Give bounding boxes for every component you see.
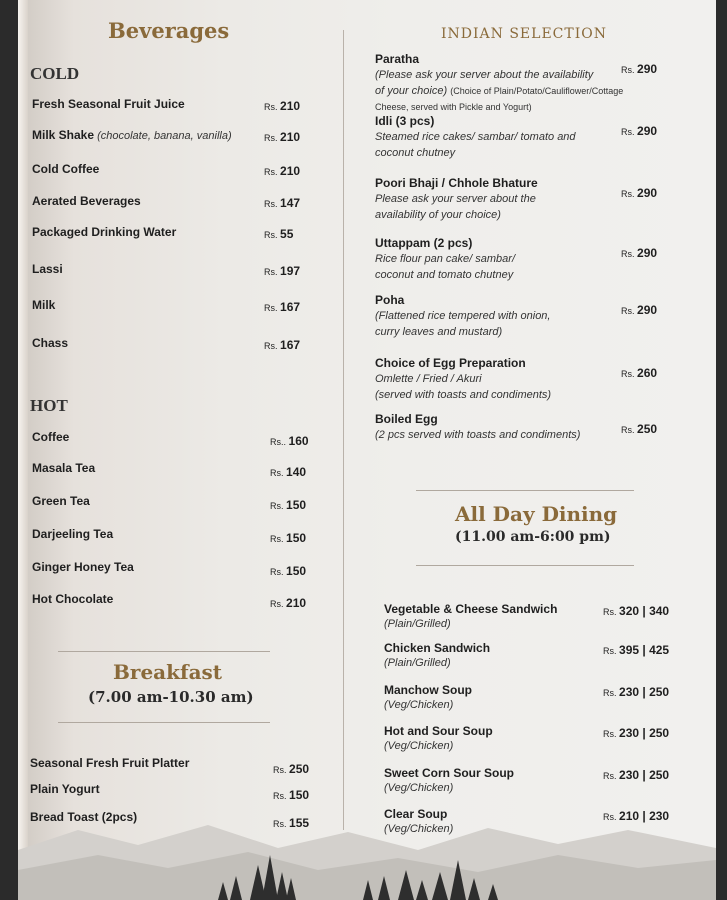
indian-item-small-note: (Choice of Plain/Potato/Cauliflower/Cottage	[450, 86, 624, 96]
item-name: Lassi	[32, 262, 63, 276]
item-name: Aerated Beverages	[32, 194, 141, 208]
item-name: Cold Coffee	[32, 162, 100, 176]
price-value: 150	[286, 564, 307, 578]
price-value: 230 | 250	[619, 768, 670, 782]
price-value: 260	[637, 366, 658, 380]
all-day-item-price	[603, 809, 669, 823]
price-value: 290	[637, 186, 658, 200]
item-name: Seasonal Fresh Fruit Platter	[30, 756, 190, 770]
cold-item-price	[264, 99, 300, 113]
all-day-item	[384, 602, 557, 616]
currency-label: Rs.	[270, 468, 287, 478]
cold-item-price	[264, 300, 300, 314]
price-value: 290	[637, 62, 658, 76]
currency-label: Rs.	[270, 567, 287, 577]
price-value: 197	[280, 264, 301, 278]
hot-item-price	[270, 465, 306, 479]
indian-item-description: Steamed rice cakes/ sambar/ tomato and	[375, 131, 576, 143]
item-name: Poha	[375, 293, 405, 307]
item-name: Paratha	[375, 52, 420, 66]
cold-section-title: COLD	[30, 64, 80, 83]
cold-item	[32, 194, 141, 208]
indian-selection-title: INDIAN SELECTION	[441, 26, 607, 42]
price-value: 250	[637, 422, 658, 436]
all-day-dining-hours: (11.00 am-6:00 pm)	[455, 529, 611, 545]
price-value: 210	[286, 596, 307, 610]
currency-label: Rs.	[621, 65, 638, 75]
indian-item-description: Please ask your server about the	[375, 193, 536, 205]
all-day-item-price	[603, 643, 669, 657]
item-name: Poori Bhaji / Chhole Bhature	[375, 176, 538, 190]
all-day-item-note: (Veg/Chicken)	[384, 823, 454, 835]
indian-item	[375, 236, 472, 250]
indian-item	[375, 293, 404, 307]
item-name: Hot and Sour Soup	[384, 724, 493, 738]
currency-label: Rs.	[621, 369, 638, 379]
price-value: 150	[286, 531, 307, 545]
indian-item-description: (Please ask your server about the availability	[375, 69, 594, 81]
allday-rule-top	[416, 490, 634, 491]
price-value: 55	[280, 227, 294, 241]
hot-item-price	[270, 531, 306, 545]
all-day-item-note: (Plain/Grilled)	[384, 657, 451, 669]
hot-item-price	[270, 596, 306, 610]
breakfast-rule-top	[58, 651, 270, 652]
item-name: Manchow Soup	[384, 683, 472, 697]
allday-rule-bottom	[416, 565, 634, 566]
currency-label: Rs.	[621, 189, 638, 199]
item-name: Darjeeling Tea	[32, 527, 114, 541]
item-name: Fresh Seasonal Fruit Juice	[32, 97, 185, 111]
all-day-item-note: (Veg/Chicken)	[384, 782, 454, 794]
indian-item-price	[621, 62, 657, 76]
currency-label: Rs.	[264, 303, 281, 313]
currency-label: Rs.	[621, 306, 638, 316]
item-name: Green Tea	[32, 494, 90, 508]
item-name: Plain Yogurt	[30, 782, 100, 796]
currency-label: Rs.	[621, 249, 638, 259]
indian-item-price	[621, 186, 657, 200]
cold-item	[32, 97, 185, 111]
currency-label: Rs.	[273, 765, 290, 775]
indian-item-price	[621, 422, 657, 436]
price-value: 210	[280, 99, 301, 113]
hot-item-price	[270, 434, 309, 448]
cold-item	[32, 128, 232, 142]
indian-item-small-note: Cheese, served with Pickle and Yogurt)	[375, 102, 532, 112]
item-note: (chocolate, banana, vanilla)	[94, 130, 232, 142]
all-day-item	[384, 807, 447, 821]
all-day-item-price	[603, 768, 669, 782]
indian-item-description: curry leaves and mustard)	[375, 326, 503, 338]
currency-label: Rs.	[621, 127, 638, 137]
hot-item	[32, 461, 95, 475]
indian-item-description: Omlette / Fried / Akuri	[375, 373, 482, 385]
indian-item	[375, 412, 438, 426]
indian-item	[375, 114, 434, 128]
price-value: 150	[289, 788, 310, 802]
item-name: Milk Shake	[32, 128, 95, 142]
item-name: Chass	[32, 336, 69, 350]
indian-item-description: of your choice) (Choice of Plain/Potato/Cauliflower/Cottage	[375, 85, 624, 97]
cold-item-price	[264, 196, 300, 210]
breakfast-title: Breakfast	[113, 660, 223, 684]
breakfast-hours: (7.00 am-10.30 am)	[88, 688, 254, 706]
breakfast-item	[30, 756, 189, 770]
item-name: Hot Chocolate	[32, 592, 114, 606]
column-divider	[343, 30, 344, 830]
cold-item-price	[264, 227, 293, 241]
price-value: 160	[288, 434, 309, 448]
cold-item	[32, 225, 176, 239]
indian-item-description: Rice flour pan cake/ sambar/	[375, 253, 516, 265]
price-value: 167	[280, 338, 301, 352]
currency-label: Rs.	[264, 102, 281, 112]
indian-item-price	[621, 303, 657, 317]
price-value: 250	[289, 762, 310, 776]
cold-item	[32, 298, 55, 312]
breakfast-rule-bottom	[58, 722, 270, 723]
item-name: Milk	[32, 298, 56, 312]
currency-label: Rs.	[270, 599, 287, 609]
item-name: Choice of Egg Preparation	[375, 356, 526, 370]
all-day-item-price	[603, 604, 669, 618]
cold-item	[32, 336, 68, 350]
item-name: Clear Soup	[384, 807, 448, 821]
item-name: Packaged Drinking Water	[32, 225, 177, 239]
indian-item	[375, 52, 419, 66]
currency-label: Rs.	[273, 791, 290, 801]
hot-item	[32, 494, 90, 508]
price-value: 210 | 230	[619, 809, 670, 823]
breakfast-item	[30, 810, 137, 824]
currency-label: Rs.	[603, 771, 620, 781]
currency-label: Rs.	[264, 341, 281, 351]
currency-label: Rs..	[270, 437, 289, 447]
all-day-item	[384, 766, 514, 780]
indian-item-description: coconut chutney	[375, 147, 456, 159]
currency-label: Rs.	[264, 133, 281, 143]
item-name: Masala Tea	[32, 461, 96, 475]
torn-edge	[18, 0, 28, 900]
cold-item	[32, 162, 99, 176]
price-value: 210	[280, 130, 301, 144]
item-name: Coffee	[32, 430, 70, 444]
price-value: 320 | 340	[619, 604, 670, 618]
all-day-item-note: (Plain/Grilled)	[384, 618, 451, 630]
hot-item	[32, 592, 113, 606]
hot-item	[32, 560, 134, 574]
all-day-item-note: (Veg/Chicken)	[384, 699, 454, 711]
currency-label: Rs.	[603, 607, 620, 617]
indian-item-description: (Flattened rice tempered with onion,	[375, 310, 551, 322]
cold-item-price	[264, 164, 300, 178]
price-value: 230 | 250	[619, 726, 670, 740]
hot-item-price	[270, 564, 306, 578]
price-value: 167	[280, 300, 301, 314]
currency-label: Rs.	[264, 167, 281, 177]
item-name: Boiled Egg	[375, 412, 438, 426]
currency-label: Rs.	[621, 425, 638, 435]
item-name: Idli (3 pcs)	[375, 114, 435, 128]
hot-item	[32, 527, 113, 541]
all-day-item-price	[603, 726, 669, 740]
all-day-item	[384, 641, 490, 655]
all-day-item	[384, 683, 472, 697]
price-value: 140	[286, 465, 307, 479]
cold-item-price	[264, 338, 300, 352]
item-name: Ginger Honey Tea	[32, 560, 134, 574]
price-value: 290	[637, 124, 658, 138]
currency-label: Rs.	[603, 729, 620, 739]
hot-item	[32, 430, 69, 444]
currency-label: Rs.	[270, 534, 287, 544]
price-value: 147	[280, 196, 301, 210]
currency-label: Rs.	[264, 230, 281, 240]
all-day-item	[384, 724, 493, 738]
breakfast-item-price	[273, 816, 309, 830]
indian-item	[375, 356, 526, 370]
indian-item-description: (2 pcs served with toasts and condiments)	[375, 429, 581, 441]
price-value: 290	[637, 246, 658, 260]
all-day-item-price	[603, 685, 669, 699]
currency-label: Rs.	[603, 688, 620, 698]
all-day-item-note: (Veg/Chicken)	[384, 740, 454, 752]
price-value: 150	[286, 498, 307, 512]
item-name: Sweet Corn Sour Soup	[384, 766, 515, 780]
price-value: 230 | 250	[619, 685, 670, 699]
indian-item-description: (served with toasts and condiments)	[375, 389, 552, 401]
currency-label: Rs.	[603, 646, 620, 656]
breakfast-item-price	[273, 788, 309, 802]
breakfast-item	[30, 782, 100, 796]
currency-label: Rs.	[273, 819, 290, 829]
indian-item-description: availability of your choice)	[375, 209, 501, 221]
price-value: 210	[280, 164, 301, 178]
price-value: 290	[637, 303, 658, 317]
item-name: Bread Toast (2pcs)	[30, 810, 138, 824]
item-name: Uttappam (2 pcs)	[375, 236, 473, 250]
all-day-dining-title: All Day Dining	[455, 502, 618, 526]
indian-item-description: coconut and tomato chutney	[375, 269, 514, 281]
indian-item-price	[621, 246, 657, 260]
hot-section-title: HOT	[30, 396, 68, 415]
indian-item-price	[621, 124, 657, 138]
beverages-title: Beverages	[108, 18, 230, 43]
currency-label: Rs.	[264, 267, 281, 277]
cold-item-price	[264, 264, 300, 278]
hot-item-price	[270, 498, 306, 512]
price-value: 395 | 425	[619, 643, 670, 657]
currency-label: Rs.	[270, 501, 287, 511]
indian-item-price	[621, 366, 657, 380]
indian-item	[375, 176, 538, 190]
item-name: Chicken Sandwich	[384, 641, 491, 655]
price-value: 155	[289, 816, 310, 830]
breakfast-item-price	[273, 762, 309, 776]
currency-label: Rs.	[603, 812, 620, 822]
menu-sheet	[18, 0, 716, 900]
cold-item-price	[264, 130, 300, 144]
item-name: Vegetable & Cheese Sandwich	[384, 602, 558, 616]
currency-label: Rs.	[264, 199, 281, 209]
cold-item	[32, 262, 63, 276]
